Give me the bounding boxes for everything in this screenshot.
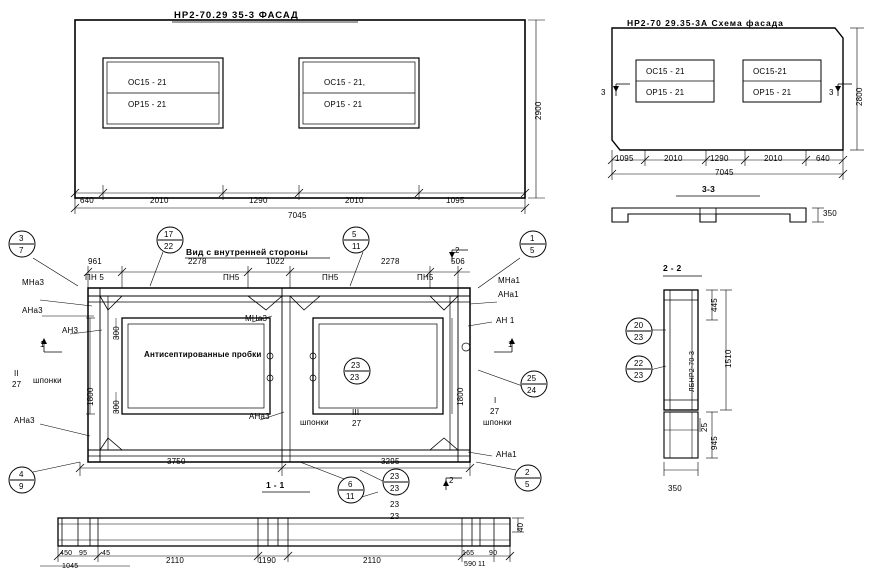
facade-window-right-bottom-label: ОР15 - 21 [324, 100, 363, 109]
shponki-left: шпонки [33, 376, 62, 385]
scheme-mark-left: 3 [601, 88, 606, 97]
label-ana1: АНа1 [498, 290, 519, 299]
callout-4-bottom: 5 [530, 246, 535, 255]
callout-6-top: 6 [348, 480, 353, 489]
inner-dim-3: 1022 [266, 257, 285, 266]
inner-height-left: 1800 [86, 387, 95, 406]
mark-1-right: 1 [508, 340, 513, 349]
shponki-right: шпонки [483, 418, 512, 427]
s22-dim-2: 1510 [724, 349, 733, 368]
inner-col-dim-2: 300 [112, 400, 121, 414]
s11-dim-5: 1190 [258, 556, 277, 565]
callout-3-top: 5 [352, 230, 357, 239]
scheme-dim-2: 2010 [664, 154, 683, 163]
inner-view-title: Вид с внутренней стороны [186, 247, 309, 257]
section-33-title: 3-3 [702, 184, 716, 194]
scheme-dim-5: 640 [816, 154, 830, 163]
s22-dim-bottom: 350 [668, 484, 682, 493]
antiseptic-plugs-text-line1: Антисептированные пробки [144, 350, 262, 359]
callout-3-bottom: 11 [352, 242, 361, 251]
section-22-title: 2 - 2 [663, 263, 682, 273]
section-11-title: 1 - 1 [266, 480, 285, 490]
pn-label-3: ПН5 [322, 273, 339, 282]
scheme-dim-3: 1290 [710, 154, 729, 163]
callout-10-bottom: 23 [350, 373, 360, 382]
facade-height-dim: 2900 [534, 101, 543, 120]
label-mna3: МНа3 [22, 278, 45, 287]
label-mna1: МНа1 [498, 276, 521, 285]
roman-mid: III [352, 408, 360, 417]
s11-callout-top: 23 [390, 500, 400, 509]
facade-dim-2: 2010 [150, 196, 169, 205]
callout-8-top: 2 [525, 468, 530, 477]
s11-dim-2: 95 [79, 550, 88, 557]
inner-dim-1: 961 [88, 257, 102, 266]
label-an3: АН3 [62, 326, 79, 335]
inner-dim-2: 2278 [188, 257, 207, 266]
facade-dim-5: 1095 [446, 196, 465, 205]
scheme-window-right-bottom-label: ОР15 - 21 [753, 88, 792, 97]
scheme-mark-right: 3 [829, 88, 834, 97]
roman-left: II [14, 369, 19, 378]
inner-dim-5: 506 [451, 257, 465, 266]
label-ana1-bottom: АНа1 [496, 450, 517, 459]
facade-dim-total: 7045 [288, 211, 307, 220]
facade-dim-4: 2010 [345, 196, 364, 205]
s22-dim-1: 445 [710, 298, 719, 312]
callout-5-bottom: 9 [19, 482, 24, 491]
scheme-height-dim: 2800 [855, 87, 864, 106]
s11-dim-10: 11 [478, 561, 486, 568]
facade-window-left-top-label: ОС15 - 21 [128, 78, 167, 87]
roman-mid-num: 27 [352, 419, 362, 428]
mark-1-left: 1 [40, 340, 45, 349]
callout-2-bottom: 22 [164, 242, 174, 251]
callout-7-bottom: 23 [390, 484, 400, 493]
pn-label-2: ПН5 [223, 273, 240, 282]
s11-callout-bottom: 23 [390, 512, 400, 521]
scheme-window-left-bottom-label: ОР15 - 21 [646, 88, 685, 97]
roman-right: I [494, 396, 497, 405]
roman-right-num: 27 [490, 407, 500, 416]
s11-dim-9: 590 [464, 561, 477, 568]
inner-bottom-dim-right: 3295 [381, 457, 400, 466]
callout-9-top: 25 [527, 374, 537, 383]
callout-8-bottom: 5 [525, 480, 530, 489]
callout-1-top: 3 [19, 234, 24, 243]
callout-4-top: 1 [530, 234, 535, 243]
label-an1: АН 1 [496, 316, 515, 325]
s11-dim-7: 165 [462, 550, 475, 557]
pn-label-4: ПН5 [417, 273, 434, 282]
callout-2-top: 17 [164, 230, 174, 239]
label-mna3-mid: МНа3 [245, 314, 268, 323]
s22-vertical-label: ЛБНР2-70-3 [689, 350, 696, 392]
facade-window-right-top-label: ОС15 - 21, [324, 78, 366, 87]
scheme-title: НР2-70 29.35-3А Схема фасада [627, 18, 784, 28]
s22-callout-1-bottom: 23 [634, 333, 644, 342]
shponki-mid: шпонки [300, 418, 329, 427]
callout-5-top: 4 [19, 470, 24, 479]
s11-dim-8: 90 [489, 550, 498, 557]
roman-left-num: 27 [12, 380, 22, 389]
section-33-thickness: 350 [823, 209, 837, 218]
s22-callout-2-top: 22 [634, 359, 644, 368]
scheme-window-left-top-label: ОС15 - 21 [646, 67, 685, 76]
s22-dim-small: 25 [700, 422, 709, 432]
s11-dim-4: 2110 [166, 556, 185, 565]
facade-dim-3: 1290 [249, 196, 268, 205]
mark-2-top: 2 [455, 246, 460, 255]
label-ana3-mid: АНа3 [249, 412, 270, 421]
scheme-dim-1: 1095 [615, 154, 634, 163]
mark-2-bottom: 2 [449, 476, 454, 485]
label-ana3-bottom: АНа3 [14, 416, 35, 425]
facade-window-left-bottom-label: ОР15 - 21 [128, 100, 167, 109]
inner-col-dim-1: 300 [112, 326, 121, 340]
callout-7-top: 23 [390, 472, 400, 481]
s11-dim-11: 40 [516, 522, 525, 532]
s11-dim-1: 450 [60, 550, 73, 557]
inner-height-right: 1800 [456, 387, 465, 406]
scheme-window-right-top-label: ОС15-21 [753, 67, 787, 76]
s11-dim-3: 45 [102, 550, 111, 557]
scheme-dim-4: 2010 [764, 154, 783, 163]
facade-title: НР2-70.29 35-3 ФАСАД [174, 10, 299, 21]
s22-callout-1-top: 20 [634, 321, 644, 330]
scheme-dim-total: 7045 [715, 168, 734, 177]
inner-bottom-dim-left: 3750 [167, 457, 186, 466]
s11-dim-total-left: 1045 [62, 563, 79, 570]
callout-1-bottom: 7 [19, 246, 24, 255]
s11-dim-6: 2110 [363, 556, 382, 565]
label-ana3: АНа3 [22, 306, 43, 315]
pn-label-1: ПН 5 [85, 273, 104, 282]
callout-10-top: 23 [351, 361, 361, 370]
facade-dim-1: 640 [80, 196, 94, 205]
inner-dim-4: 2278 [381, 257, 400, 266]
s22-callout-2-bottom: 23 [634, 371, 644, 380]
s22-dim-3: 945 [710, 436, 719, 450]
callout-6-bottom: 11 [346, 492, 355, 501]
callout-9-bottom: 24 [527, 386, 537, 395]
